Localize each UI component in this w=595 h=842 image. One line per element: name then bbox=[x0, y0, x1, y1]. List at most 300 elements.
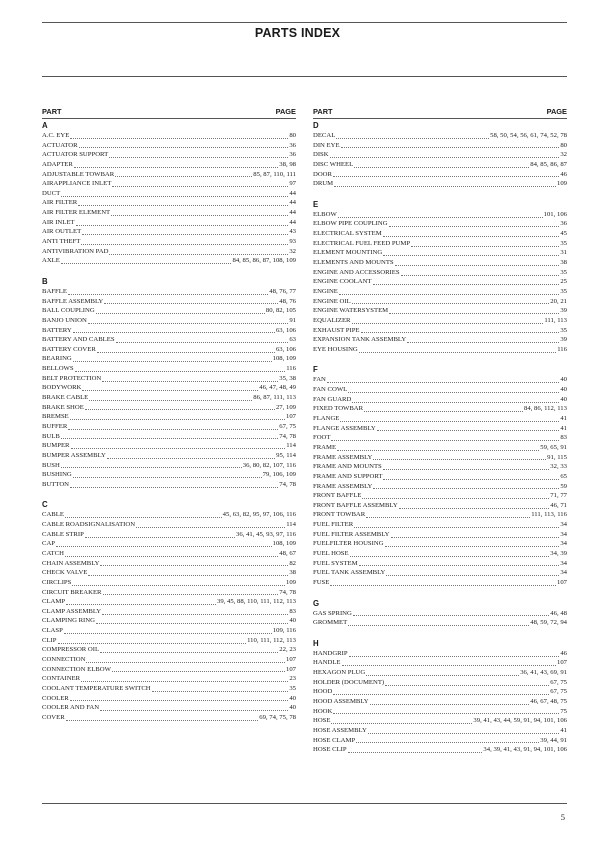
page-refs: 116 bbox=[557, 345, 567, 353]
index-entry bbox=[42, 170, 296, 180]
dot-leader bbox=[81, 239, 288, 245]
part-name: CLIP bbox=[42, 636, 57, 644]
index-entry bbox=[313, 510, 567, 520]
page-refs: 107 bbox=[285, 413, 296, 421]
dot-leader bbox=[389, 308, 559, 314]
dot-leader bbox=[61, 191, 288, 197]
index-entry bbox=[42, 160, 296, 170]
part-name: FUSE bbox=[313, 578, 330, 586]
page-refs: 44 bbox=[289, 199, 296, 207]
page-refs: 63, 106 bbox=[275, 345, 296, 353]
index-entry bbox=[42, 374, 296, 384]
index-entry bbox=[42, 684, 296, 694]
part-name: DOOR bbox=[313, 170, 332, 178]
index-entry bbox=[42, 364, 296, 374]
part-name: CIRCLIPS bbox=[42, 578, 72, 586]
dot-leader bbox=[86, 657, 285, 663]
part-name: HOSE bbox=[313, 717, 331, 725]
part-name: FRONT TOWBAR bbox=[313, 511, 366, 519]
page-refs: 46 bbox=[560, 649, 567, 657]
page-refs: 107 bbox=[556, 578, 567, 586]
index-entry bbox=[313, 268, 567, 278]
page-refs: 45, 63, 82, 95, 97, 106, 116 bbox=[222, 511, 296, 519]
page-refs: 65 bbox=[560, 472, 567, 480]
dot-leader bbox=[74, 162, 278, 168]
page-refs: 41 bbox=[560, 726, 567, 734]
dot-leader bbox=[327, 377, 559, 383]
dot-leader bbox=[112, 666, 285, 672]
dot-leader bbox=[354, 162, 529, 168]
page-refs: 23 bbox=[289, 675, 296, 683]
part-name: HOOD bbox=[313, 688, 333, 696]
index-entry bbox=[42, 568, 296, 578]
dot-leader bbox=[333, 708, 559, 714]
index-entry bbox=[313, 745, 567, 755]
part-name: ANTI THEFT bbox=[42, 238, 81, 246]
index-entry bbox=[313, 316, 567, 326]
dot-leader bbox=[68, 289, 268, 295]
part-name: EXHAUST PIPE bbox=[313, 326, 360, 334]
page-refs: 71, 77 bbox=[550, 492, 567, 500]
dot-leader bbox=[361, 327, 560, 333]
page-refs: 84, 85, 86, 87, 108, 109 bbox=[232, 257, 296, 265]
dot-leader bbox=[352, 298, 550, 304]
part-name: BUMPER ASSEMBLY bbox=[42, 451, 106, 459]
index-entry bbox=[42, 393, 296, 403]
index-entry bbox=[313, 297, 567, 307]
index-entry bbox=[42, 559, 296, 569]
part-name: BALL COUPLING bbox=[42, 307, 95, 315]
index-entry bbox=[42, 179, 296, 189]
part-name: CLAMP bbox=[42, 598, 66, 606]
index-entry bbox=[313, 649, 567, 659]
page-refs: 40 bbox=[289, 704, 296, 712]
index-entry bbox=[313, 658, 567, 668]
index-entry bbox=[42, 383, 296, 393]
part-name: GAS SPRING bbox=[313, 609, 352, 617]
page-refs: 35 bbox=[560, 287, 567, 295]
dot-leader bbox=[407, 337, 559, 343]
page-refs: 67, 75 bbox=[550, 678, 567, 686]
header-page: PAGE bbox=[275, 107, 296, 116]
page-refs: 34 bbox=[560, 521, 567, 529]
index-entry bbox=[42, 607, 296, 617]
index-entry bbox=[42, 287, 296, 297]
dot-leader bbox=[66, 599, 216, 605]
part-name: DISK bbox=[313, 151, 329, 159]
index-entry bbox=[42, 326, 296, 336]
page-refs: 74, 78 bbox=[279, 480, 296, 488]
part-name: FRONT BAFFLE ASSEMBLY bbox=[313, 501, 398, 509]
page-refs: 35 bbox=[560, 239, 567, 247]
page-refs: 109 bbox=[285, 578, 296, 586]
page-refs: 85, 87, 110, 111 bbox=[253, 170, 296, 178]
index-group-b bbox=[42, 277, 296, 489]
header-page: PAGE bbox=[546, 107, 567, 116]
index-entry bbox=[313, 150, 567, 160]
dot-leader bbox=[383, 231, 560, 237]
part-name: CHECK VALVE bbox=[42, 569, 88, 577]
dot-leader bbox=[383, 250, 559, 256]
index-letter: F bbox=[313, 365, 318, 375]
page-refs: 80, 82, 105 bbox=[265, 307, 296, 315]
page-refs: 36 bbox=[289, 141, 296, 149]
page-refs: 84, 86, 112, 113 bbox=[524, 405, 567, 413]
part-name: FIXED TOWBAR bbox=[313, 405, 364, 413]
part-name: ENGINE WATERSYSTEM bbox=[313, 307, 389, 315]
index-entry bbox=[313, 287, 567, 297]
part-name: DIN EYE bbox=[313, 141, 340, 149]
part-name: COMPRESSOR OIL bbox=[42, 646, 100, 654]
index-entry bbox=[313, 258, 567, 268]
page-refs: 32, 33 bbox=[550, 463, 567, 471]
index-entry bbox=[313, 530, 567, 540]
dot-leader bbox=[96, 308, 265, 314]
page-refs: 109, 116 bbox=[272, 627, 296, 635]
part-name: AIR FILTER ELEMENT bbox=[42, 209, 111, 217]
index-entry bbox=[42, 256, 296, 266]
part-name: FAN bbox=[313, 376, 326, 384]
dot-leader bbox=[341, 142, 560, 148]
header-part: PART bbox=[42, 107, 62, 116]
dot-leader bbox=[383, 464, 550, 470]
index-entry bbox=[42, 237, 296, 247]
page-refs: 83 bbox=[560, 434, 567, 442]
index-letter: H bbox=[313, 638, 319, 648]
index-letter: D bbox=[313, 121, 319, 130]
dot-leader bbox=[79, 142, 289, 148]
index-entry bbox=[42, 131, 296, 141]
page-refs: 91 bbox=[289, 316, 296, 324]
index-group-c bbox=[42, 500, 296, 722]
index-entry bbox=[42, 297, 296, 307]
page-refs: 97 bbox=[289, 180, 296, 188]
part-name: BUSH bbox=[42, 461, 60, 469]
page-refs: 114 bbox=[286, 521, 296, 529]
page-refs: 46, 47, 48, 49 bbox=[259, 384, 296, 392]
dot-leader bbox=[102, 376, 278, 382]
index-entry bbox=[42, 198, 296, 208]
part-name: BRAKE CABLE bbox=[42, 394, 89, 402]
dot-leader bbox=[340, 416, 559, 422]
page-refs: 41 bbox=[560, 424, 567, 432]
index-letter: C bbox=[42, 500, 48, 510]
index-entry bbox=[313, 453, 567, 463]
part-name: ELEMENT MOUNTING bbox=[313, 249, 383, 257]
dot-leader bbox=[330, 152, 560, 158]
page-refs: 41 bbox=[560, 415, 567, 423]
dot-leader bbox=[359, 347, 556, 353]
index-entry bbox=[42, 674, 296, 684]
page-refs: 45 bbox=[560, 230, 567, 238]
dot-leader bbox=[61, 433, 278, 439]
index-entry bbox=[42, 189, 296, 199]
part-name: BUFFER bbox=[42, 422, 68, 430]
page-refs: 74, 78 bbox=[279, 588, 296, 596]
part-name: EXPANSION TANK ASSEMBLY bbox=[313, 336, 407, 344]
dot-leader bbox=[112, 181, 288, 187]
dot-leader bbox=[370, 699, 530, 705]
dot-leader bbox=[368, 728, 560, 734]
part-name: ELEMENTS AND MOUNTS bbox=[313, 259, 394, 267]
dot-leader bbox=[152, 686, 289, 692]
part-name: COVER bbox=[42, 713, 65, 721]
dot-leader bbox=[354, 522, 559, 528]
index-entry bbox=[313, 443, 567, 453]
page-refs: 114 bbox=[286, 442, 296, 450]
index-group-f bbox=[313, 365, 567, 587]
part-name: FRAME AND SUPPORT bbox=[313, 472, 383, 480]
dot-leader bbox=[334, 181, 556, 187]
page-refs: 91, 115 bbox=[547, 453, 567, 461]
dot-leader bbox=[116, 337, 289, 343]
part-name: FAN COWL bbox=[313, 386, 348, 394]
index-entry bbox=[313, 170, 567, 180]
dot-leader bbox=[88, 318, 289, 324]
dot-leader bbox=[333, 171, 559, 177]
index-letter: G bbox=[313, 598, 320, 608]
page-refs: 46, 48 bbox=[550, 609, 567, 617]
page-refs: 38 bbox=[289, 569, 296, 577]
part-name: BODYWORK bbox=[42, 384, 82, 392]
index-entry bbox=[313, 210, 567, 220]
part-name: CONNECTION ELBOW bbox=[42, 665, 111, 673]
index-entry bbox=[313, 520, 567, 530]
dot-leader bbox=[64, 628, 272, 634]
dot-leader bbox=[104, 298, 278, 304]
index-group-g bbox=[313, 599, 567, 628]
dot-leader bbox=[82, 385, 258, 391]
dot-leader bbox=[386, 570, 559, 576]
part-name: FUEL TANK ASSEMBLY bbox=[313, 569, 386, 577]
part-name: ELECTRICAL FUEL FEED PUMP bbox=[313, 239, 411, 247]
part-name: ACTUATOR SUPPORT bbox=[42, 151, 109, 159]
part-name: GROMMET bbox=[313, 619, 348, 627]
dot-leader bbox=[359, 560, 560, 566]
part-name: FLANGE ASSEMBLY bbox=[313, 424, 376, 432]
index-letter: B bbox=[42, 276, 48, 286]
part-name: BREMSE bbox=[42, 413, 69, 421]
page-number: 5 bbox=[560, 812, 565, 822]
part-name: BAFFLE bbox=[42, 287, 67, 295]
part-name: FAN GUARD bbox=[313, 395, 352, 403]
part-name: BRAKE SHOE bbox=[42, 403, 84, 411]
part-name: FRAME bbox=[313, 443, 337, 451]
dot-leader bbox=[96, 618, 288, 624]
part-name: AIR FILTER bbox=[42, 199, 78, 207]
index-entry bbox=[42, 549, 296, 559]
dot-leader bbox=[136, 522, 285, 528]
index-group-e bbox=[313, 200, 567, 355]
index-entry bbox=[42, 694, 296, 704]
page-refs: 39 bbox=[560, 336, 567, 344]
page-refs: 93 bbox=[289, 238, 296, 246]
page-refs: 34, 39, 41, 43, 91, 94, 101, 106 bbox=[483, 746, 567, 754]
part-name: BAFFLE ASSEMBLY bbox=[42, 297, 104, 305]
dot-leader bbox=[115, 171, 252, 177]
dot-leader bbox=[89, 395, 252, 401]
part-name: BATTERY bbox=[42, 326, 72, 334]
page-refs: 101, 106 bbox=[543, 210, 567, 218]
part-name: CONTAINER bbox=[42, 675, 81, 683]
page-refs: 46, 71 bbox=[550, 501, 567, 509]
page-refs: 107 bbox=[556, 659, 567, 667]
index-entry bbox=[313, 668, 567, 678]
index-entry bbox=[313, 424, 567, 434]
right-header-rule bbox=[313, 118, 567, 119]
part-name: CLASP bbox=[42, 627, 63, 635]
index-entry bbox=[42, 461, 296, 471]
index-entry bbox=[42, 451, 296, 461]
dot-leader bbox=[342, 660, 556, 666]
index-entry bbox=[313, 219, 567, 229]
index-group-a bbox=[42, 121, 296, 266]
dot-leader bbox=[411, 241, 559, 247]
dot-leader bbox=[65, 551, 278, 557]
dot-leader bbox=[373, 454, 546, 460]
index-entry bbox=[42, 141, 296, 151]
part-name: EQUALIZER bbox=[313, 316, 351, 324]
page-refs: 75 bbox=[560, 707, 567, 715]
page-refs: 35, 38 bbox=[279, 374, 296, 382]
left-index-column bbox=[42, 108, 296, 723]
part-name: HOSE CLIP bbox=[313, 746, 347, 754]
dot-leader bbox=[66, 715, 259, 721]
part-name: FUEL SYSTEM bbox=[313, 559, 358, 567]
index-entry bbox=[42, 713, 296, 723]
part-name: FRAME ASSEMBLY bbox=[313, 453, 373, 461]
dot-leader bbox=[383, 474, 559, 480]
page-refs: 44 bbox=[289, 209, 296, 217]
page-refs: 46, 67, 48, 75 bbox=[530, 698, 567, 706]
page-refs: 40 bbox=[560, 386, 567, 394]
index-entry bbox=[313, 618, 567, 628]
index-entry bbox=[313, 697, 567, 707]
left-groups bbox=[42, 121, 296, 723]
index-entry bbox=[42, 403, 296, 413]
page-refs: 31 bbox=[560, 249, 567, 257]
index-entry bbox=[42, 422, 296, 432]
dot-leader bbox=[82, 229, 288, 235]
dot-leader bbox=[100, 560, 288, 566]
part-name: BELLOWS bbox=[42, 365, 74, 373]
page-refs: 108, 109 bbox=[272, 355, 296, 363]
page-refs: 48, 76 bbox=[279, 297, 296, 305]
index-entry bbox=[313, 229, 567, 239]
dot-leader bbox=[103, 589, 279, 595]
page-refs: 27, 109 bbox=[275, 403, 296, 411]
part-name: AXLE bbox=[42, 257, 60, 265]
part-name: BULB bbox=[42, 432, 60, 440]
page-refs: 109 bbox=[556, 180, 567, 188]
dot-leader bbox=[97, 347, 275, 353]
index-entry bbox=[313, 277, 567, 287]
page-refs: 39, 45, 88, 110, 111, 112, 113 bbox=[216, 598, 296, 606]
dot-leader bbox=[70, 482, 278, 488]
part-name: HOLDER (DOCUMENT) bbox=[313, 678, 385, 686]
part-name: HANDLE bbox=[313, 659, 341, 667]
dot-leader bbox=[373, 279, 560, 285]
page-title: PARTS INDEX bbox=[254, 26, 341, 40]
index-entry bbox=[313, 482, 567, 492]
page-refs: 86, 87, 111, 113 bbox=[253, 394, 296, 402]
part-name: FUEL FILTER ASSEMBLY bbox=[313, 530, 390, 538]
index-entry bbox=[42, 520, 296, 530]
index-entry bbox=[313, 568, 567, 578]
page-refs: 67, 75 bbox=[279, 422, 296, 430]
index-entry bbox=[42, 539, 296, 549]
index-entry bbox=[42, 208, 296, 218]
header-part: PART bbox=[313, 107, 333, 116]
dot-leader bbox=[102, 609, 288, 615]
index-entry bbox=[313, 462, 567, 472]
page-refs: 46 bbox=[560, 170, 567, 178]
dot-leader bbox=[61, 258, 232, 264]
dot-leader bbox=[353, 610, 549, 616]
page-refs: 59 bbox=[560, 482, 567, 490]
page-refs: 63 bbox=[289, 336, 296, 344]
dot-leader bbox=[331, 435, 559, 441]
dot-leader bbox=[56, 541, 272, 547]
dot-leader bbox=[366, 512, 530, 518]
part-name: ENGINE bbox=[313, 287, 338, 295]
page-refs: 35 bbox=[560, 268, 567, 276]
page-refs: 43 bbox=[289, 228, 296, 236]
dot-leader bbox=[391, 532, 560, 538]
page-refs: 83 bbox=[289, 607, 296, 615]
part-name: BATTERY COVER bbox=[42, 345, 96, 353]
index-entry bbox=[313, 414, 567, 424]
index-entry bbox=[313, 433, 567, 443]
index-entry bbox=[313, 239, 567, 249]
index-entry bbox=[313, 559, 567, 569]
page-refs: 35 bbox=[560, 326, 567, 334]
index-entry bbox=[42, 636, 296, 646]
index-entry bbox=[313, 687, 567, 697]
index-entry bbox=[42, 470, 296, 480]
page-refs: 107 bbox=[285, 656, 296, 664]
page-refs: 44 bbox=[289, 218, 296, 226]
index-entry bbox=[42, 626, 296, 636]
index-entry bbox=[313, 404, 567, 414]
index-entry bbox=[313, 335, 567, 345]
index-entry bbox=[42, 432, 296, 442]
part-name: FOOT bbox=[313, 434, 331, 442]
dot-leader bbox=[85, 532, 235, 538]
index-entry bbox=[42, 335, 296, 345]
index-entry bbox=[42, 588, 296, 598]
dot-leader bbox=[75, 366, 286, 372]
index-entry bbox=[42, 665, 296, 675]
part-name: CABLE STRIP bbox=[42, 530, 84, 538]
dot-leader bbox=[100, 705, 288, 711]
dot-leader bbox=[364, 406, 523, 412]
dot-leader bbox=[88, 570, 288, 576]
dot-leader bbox=[100, 647, 278, 653]
part-name: FLANGE bbox=[313, 415, 340, 423]
dot-leader bbox=[70, 695, 289, 701]
page-refs: 58, 50, 54, 56, 61, 74, 52, 78 bbox=[490, 132, 567, 139]
part-name: COOLER bbox=[42, 694, 69, 702]
part-name: COOLANT TEMPERATURE SWITCH bbox=[42, 684, 151, 692]
part-name: FRONT BAFFLE bbox=[313, 492, 362, 500]
dot-leader bbox=[362, 493, 549, 499]
dot-leader bbox=[366, 670, 519, 676]
page-refs: 48, 67 bbox=[279, 549, 296, 557]
part-name: HOSE CLAMP bbox=[313, 736, 356, 744]
part-name: CABLE ROADSIGNALISATION bbox=[42, 521, 136, 529]
right-groups bbox=[313, 121, 567, 755]
